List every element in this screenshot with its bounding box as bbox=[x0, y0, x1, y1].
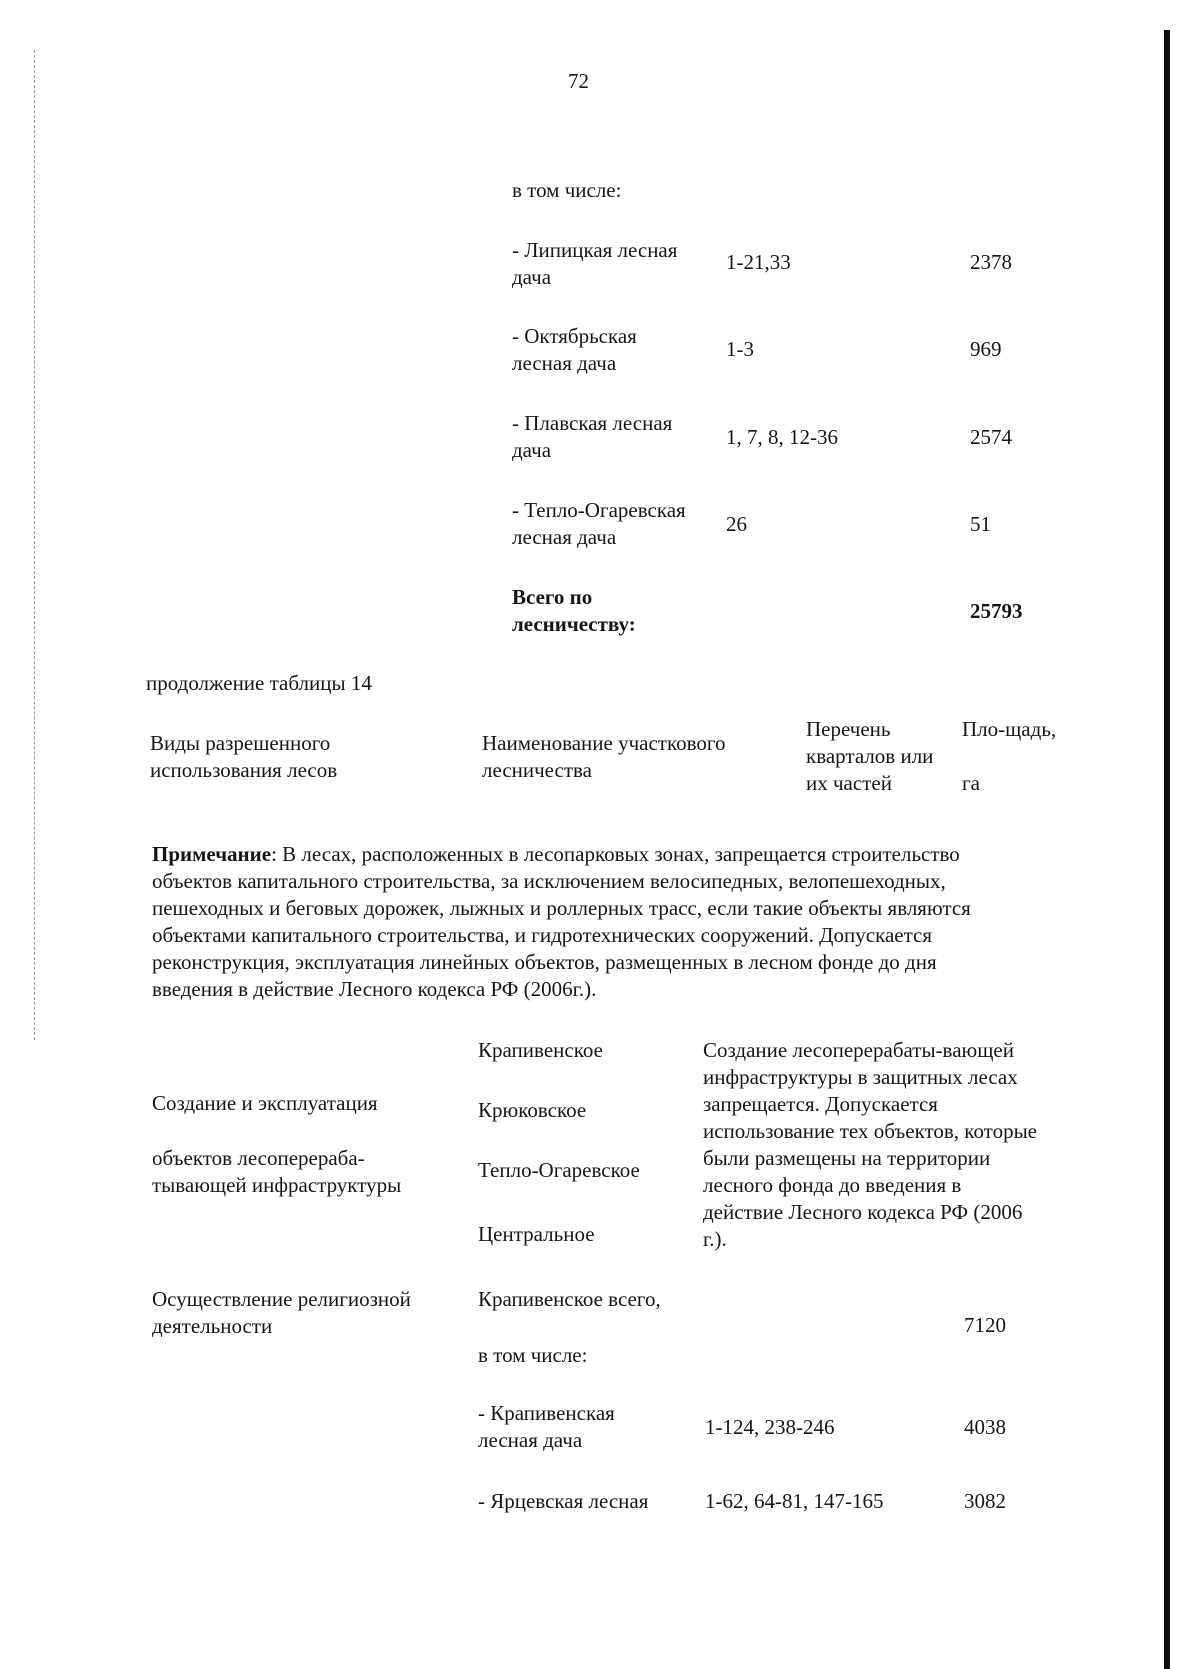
row-quarters: 1, 7, 8, 12-36 bbox=[726, 425, 838, 449]
top-intro: в том числе: bbox=[512, 178, 622, 202]
use-infrastructure-line2: объектов лесоперераба- тывающей инфраструктуры bbox=[152, 1146, 402, 1197]
row-name: - Липицкая лесная дача bbox=[512, 238, 678, 289]
religious-intro: в том числе: bbox=[478, 1343, 588, 1367]
row-name: - Тепло-Огаревская лесная дача bbox=[512, 498, 686, 549]
row-name: - Ярцевская лесная bbox=[478, 1489, 649, 1513]
total-value: 25793 bbox=[970, 599, 1023, 623]
infrastructure-remark: Создание лесоперерабаты-вающей инфраструктуры в защитных лесах запрещается. Допускается использование тех объектов, которые были размещены на территории лесного фонда до введения в действие Лесного кодекса РФ (2006 г.). bbox=[703, 1038, 1038, 1251]
row-area: 4038 bbox=[964, 1415, 1006, 1439]
row-name: - Крапивенская лесная дача bbox=[478, 1401, 615, 1452]
scan-edge-left bbox=[34, 50, 35, 1040]
row-name: - Плавская лесная дача bbox=[512, 411, 673, 462]
header-quarters: Перечень кварталов или их частей bbox=[806, 717, 934, 795]
row-quarters: 1-124, 238-246 bbox=[705, 1415, 835, 1439]
row-area: 969 bbox=[970, 337, 1002, 361]
forestry-item: Крапивенское bbox=[478, 1038, 603, 1062]
row-quarters: 1-3 bbox=[726, 337, 754, 361]
use-religious: Осуществление религиозной деятельности bbox=[152, 1287, 411, 1338]
header-forestry: Наименование участкового лесничества bbox=[482, 731, 726, 782]
row-area: 3082 bbox=[964, 1489, 1006, 1513]
header-area-unit: га bbox=[962, 771, 980, 795]
note-text: : В лесах, расположенных в лесопарковых зонах, запрещается строительство объектов капитального строительства, за исключением велосипедных, велопешеходных, пешеходных и беговых дорожек, лыжных и роллерных трасс, если такие объекты являются объектами капитального строительства, и гидротехнических сооружений. Допускается реконструкция, эксплуатация линейных объектов, размещенных в лесном фонде до дня введения в действие Лесного кодекса РФ (2006г.). bbox=[152, 842, 971, 1001]
row-area: 2574 bbox=[970, 425, 1012, 449]
row-quarters: 26 bbox=[726, 512, 747, 536]
page-number: 72 bbox=[568, 69, 589, 93]
row-area: 51 bbox=[970, 512, 991, 536]
religious-total-area: 7120 bbox=[964, 1313, 1006, 1337]
header-area: Пло-щадь, bbox=[962, 717, 1057, 741]
note-label: Примечание bbox=[152, 842, 272, 866]
row-area: 2378 bbox=[970, 250, 1012, 274]
note-paragraph bbox=[152, 841, 1142, 1003]
scan-edge-right bbox=[1164, 30, 1170, 1669]
continuation-caption: продолжение таблицы 14 bbox=[146, 671, 372, 695]
row-quarters: 1-21,33 bbox=[726, 250, 791, 274]
total-label: Всего по лесничеству: bbox=[512, 585, 636, 636]
forestry-item: Центральное bbox=[478, 1222, 595, 1246]
forestry-item: Крюковское bbox=[478, 1098, 587, 1122]
religious-forestry-total: Крапивенское всего, bbox=[478, 1287, 661, 1311]
row-name: - Октябрьская лесная дача bbox=[512, 324, 637, 375]
forestry-item: Тепло-Огаревское bbox=[478, 1158, 640, 1182]
header-use-type: Виды разрешенного использования лесов bbox=[150, 731, 338, 782]
row-quarters: 1-62, 64-81, 147-165 bbox=[705, 1489, 884, 1513]
use-infrastructure-line1: Создание и эксплуатация bbox=[152, 1091, 378, 1115]
